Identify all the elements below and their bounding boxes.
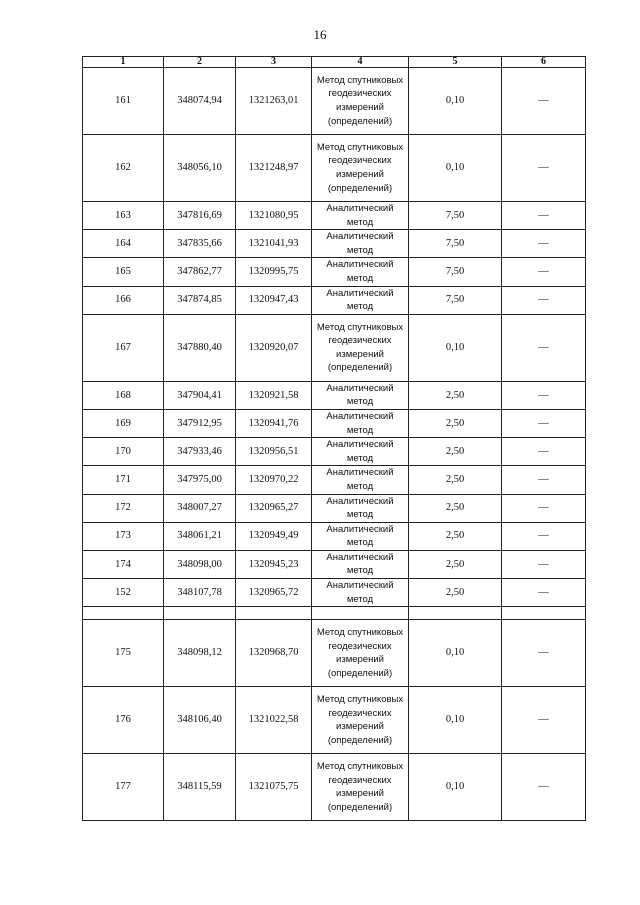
table-row [83,550,586,578]
coordinates-table [82,56,586,821]
x-coordinate-cell: 347816,69 [164,202,236,230]
x-coordinate-cell: 347880,40 [164,314,236,381]
note-cell: — [502,202,586,230]
note-cell: — [502,258,586,286]
accuracy-cell: 7,50 [409,202,502,230]
note-cell: — [502,381,586,409]
accuracy-cell: 0,10 [409,68,502,135]
y-coordinate-cell: 1321041,93 [236,230,312,258]
column-header-6: 6 [502,57,586,68]
method-cell: Аналитический метод [312,438,409,466]
table-row [83,522,586,550]
point-number-cell: 175 [83,620,164,687]
x-coordinate-cell: 348074,94 [164,68,236,135]
accuracy-cell: 2,50 [409,522,502,550]
table-row [83,258,586,286]
x-coordinate-cell: 347933,46 [164,438,236,466]
column-header-1: 1 [83,57,164,68]
point-number-cell: 168 [83,381,164,409]
y-coordinate-cell: 1320945,23 [236,550,312,578]
note-cell: — [502,620,586,687]
table-row [83,687,586,754]
table-row [83,381,586,409]
method-cell: Аналитический метод [312,466,409,494]
note-cell: — [502,494,586,522]
y-coordinate-cell: 1320965,72 [236,579,312,607]
method-cell: Метод спутниковых геодезических измерений (определений) [312,687,409,754]
y-coordinate-cell: 1320965,27 [236,494,312,522]
y-coordinate-cell: 1321248,97 [236,135,312,202]
table-row [83,68,586,135]
accuracy-cell: 0,10 [409,687,502,754]
x-coordinate-cell: 347835,66 [164,230,236,258]
table-row [83,466,586,494]
note-cell: — [502,286,586,314]
table-row [83,286,586,314]
accuracy-cell: 2,50 [409,466,502,494]
point-number-cell: 162 [83,135,164,202]
accuracy-cell: 0,10 [409,314,502,381]
accuracy-cell: 0,10 [409,135,502,202]
note-cell: — [502,135,586,202]
empty-cell [502,607,586,620]
note-cell: — [502,230,586,258]
table-row [83,202,586,230]
accuracy-cell: 0,10 [409,620,502,687]
x-coordinate-cell: 348056,10 [164,135,236,202]
point-number-cell: 152 [83,579,164,607]
method-cell: Аналитический метод [312,522,409,550]
note-cell: — [502,314,586,381]
x-coordinate-cell: 347874,85 [164,286,236,314]
column-header-5: 5 [409,57,502,68]
empty-cell [409,607,502,620]
x-coordinate-cell: 348098,12 [164,620,236,687]
empty-cell [236,607,312,620]
header-row [83,57,586,68]
method-cell: Метод спутниковых геодезических измерений (определений) [312,314,409,381]
accuracy-cell: 7,50 [409,286,502,314]
accuracy-cell: 2,50 [409,409,502,437]
point-number-cell: 165 [83,258,164,286]
column-header-4: 4 [312,57,409,68]
y-coordinate-cell: 1320947,43 [236,286,312,314]
method-cell: Аналитический метод [312,202,409,230]
point-number-cell: 173 [83,522,164,550]
point-number-cell: 170 [83,438,164,466]
accuracy-cell: 7,50 [409,258,502,286]
y-coordinate-cell: 1321263,01 [236,68,312,135]
x-coordinate-cell: 347862,77 [164,258,236,286]
note-cell: — [502,550,586,578]
point-number-cell: 174 [83,550,164,578]
table-spacer-row [83,607,586,620]
y-coordinate-cell: 1320995,75 [236,258,312,286]
accuracy-cell: 0,10 [409,754,502,821]
column-header-3: 3 [236,57,312,68]
y-coordinate-cell: 1321022,58 [236,687,312,754]
point-number-cell: 161 [83,68,164,135]
method-cell: Метод спутниковых геодезических измерений (определений) [312,135,409,202]
point-number-cell: 171 [83,466,164,494]
x-coordinate-cell: 348098,00 [164,550,236,578]
point-number-cell: 163 [83,202,164,230]
y-coordinate-cell: 1320956,51 [236,438,312,466]
y-coordinate-cell: 1320968,70 [236,620,312,687]
table-row [83,314,586,381]
table-row [83,620,586,687]
method-cell: Аналитический метод [312,258,409,286]
x-coordinate-cell: 347904,41 [164,381,236,409]
y-coordinate-cell: 1320949,49 [236,522,312,550]
note-cell: — [502,466,586,494]
method-cell: Аналитический метод [312,286,409,314]
note-cell: — [502,522,586,550]
accuracy-cell: 7,50 [409,230,502,258]
y-coordinate-cell: 1321080,95 [236,202,312,230]
method-cell: Аналитический метод [312,550,409,578]
y-coordinate-cell: 1321075,75 [236,754,312,821]
table-row [83,230,586,258]
x-coordinate-cell: 348106,40 [164,687,236,754]
point-number-cell: 176 [83,687,164,754]
table-row [83,494,586,522]
point-number-cell: 177 [83,754,164,821]
method-cell: Аналитический метод [312,230,409,258]
method-cell: Аналитический метод [312,381,409,409]
x-coordinate-cell: 347975,00 [164,466,236,494]
accuracy-cell: 2,50 [409,579,502,607]
point-number-cell: 167 [83,314,164,381]
table-row [83,579,586,607]
accuracy-cell: 2,50 [409,438,502,466]
point-number-cell: 169 [83,409,164,437]
table-row [83,135,586,202]
table-body [83,68,586,821]
x-coordinate-cell: 348115,59 [164,754,236,821]
note-cell: — [502,409,586,437]
y-coordinate-cell: 1320921,58 [236,381,312,409]
page-number: 16 [313,27,327,42]
table-row [83,438,586,466]
y-coordinate-cell: 1320920,07 [236,314,312,381]
accuracy-cell: 2,50 [409,550,502,578]
x-coordinate-cell: 347912,95 [164,409,236,437]
method-cell: Метод спутниковых геодезических измерений (определений) [312,754,409,821]
table-row [83,409,586,437]
y-coordinate-cell: 1320941,76 [236,409,312,437]
empty-cell [164,607,236,620]
note-cell: — [502,438,586,466]
empty-cell [83,607,164,620]
point-number-cell: 164 [83,230,164,258]
method-cell: Метод спутниковых геодезических измерений (определений) [312,620,409,687]
x-coordinate-cell: 348107,78 [164,579,236,607]
column-header-2: 2 [164,57,236,68]
note-cell: — [502,687,586,754]
method-cell: Аналитический метод [312,579,409,607]
method-cell: Метод спутниковых геодезических измерений (определений) [312,68,409,135]
method-cell: Аналитический метод [312,409,409,437]
empty-cell [312,607,409,620]
x-coordinate-cell: 348061,21 [164,522,236,550]
point-number-cell: 172 [83,494,164,522]
y-coordinate-cell: 1320970,22 [236,466,312,494]
note-cell: — [502,68,586,135]
table-row [83,754,586,821]
accuracy-cell: 2,50 [409,494,502,522]
point-number-cell: 166 [83,286,164,314]
note-cell: — [502,754,586,821]
x-coordinate-cell: 348007,27 [164,494,236,522]
method-cell: Аналитический метод [312,494,409,522]
note-cell: — [502,579,586,607]
accuracy-cell: 2,50 [409,381,502,409]
